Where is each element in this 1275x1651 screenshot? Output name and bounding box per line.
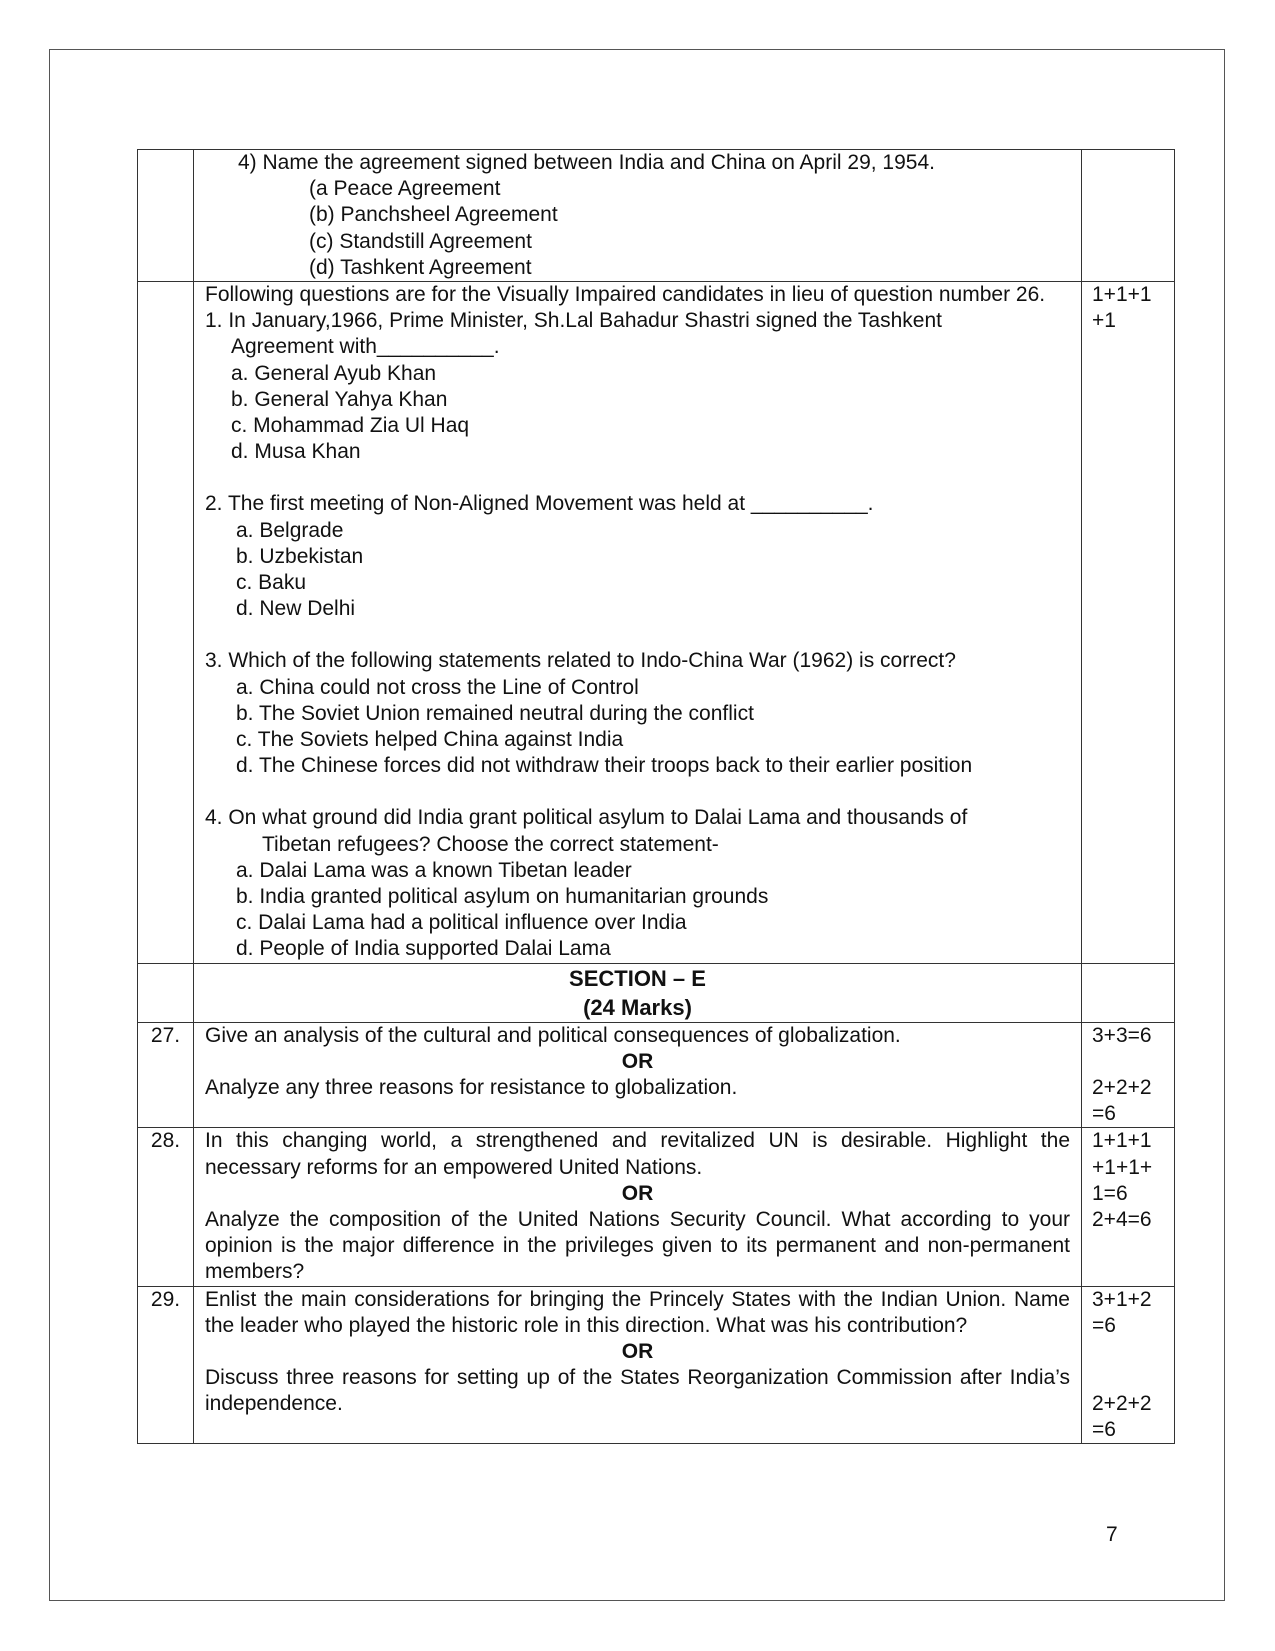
page-number: 7 [1106,1523,1118,1546]
option: d. New Delhi [236,597,356,621]
question-number-cell [138,282,194,964]
question-table [137,149,1175,1444]
option: b. Uzbekistan [236,544,364,568]
question-text: 1. In January,1966, Prime Minister, Sh.Lal Bahadur Shastri signed the Tashkent [205,309,942,333]
option: (b) Panchsheel Agreement [309,203,558,227]
section-title: SECTION – E [569,965,706,991]
marks-text: 3+1+2 [1092,1287,1152,1311]
option: a. Belgrade [236,518,344,542]
or-label: OR [621,1049,654,1073]
marks-text: =6 [1092,1418,1116,1442]
marks-text: =6 [1092,1102,1116,1126]
marks-text: 2+2+2 [1092,1391,1152,1415]
section-heading-cell [194,963,1082,1022]
option: c. Dalai Lama had a political influence over India [236,911,687,935]
marks-text: 2+2+2 [1092,1075,1152,1099]
question-text: 4. On what ground did India grant political asylum to Dalai Lama and thousands of [205,806,968,830]
question-text: Analyze any three reasons for resistance to globalization. [205,1076,738,1100]
table-row [138,150,1175,282]
marks-text: 1+1+1 [1092,283,1152,307]
question-text: Give an analysis of the cultural and political consequences of globalization. [205,1023,901,1047]
marks-cell [1082,1022,1175,1128]
table-row [138,963,1175,1022]
question-text: 3. Which of the following statements related to Indo-China War (1962) is correct? [205,649,956,673]
option: b. General Yahya Khan [231,387,448,411]
option: c. The Soviets helped China against India [236,728,624,752]
question-text-cell [194,1022,1082,1128]
question-text: Tibetan refugees? Choose the correct statement- [262,832,719,856]
question-text: Analyze the composition of the United Nations Security Council. What according to your opinion is the major difference in the privileges given to its permanent and non-permanent members? [205,1207,1070,1284]
question-text-cell [194,1286,1082,1444]
question-number: 27. [138,1022,194,1128]
question-text-cell [194,150,1082,282]
option: a. China could not cross the Line of Control [236,675,639,699]
table-row [138,282,1175,964]
marks-text: +1+1+ [1092,1155,1153,1179]
option: d. Musa Khan [231,440,361,464]
or-label: OR [621,1181,654,1205]
question-text: Enlist the main considerations for bringing the Princely States with the Indian Union. Name the leader who played the historic role in this direction. What was his contribution? [205,1287,1070,1337]
option: c. Mohammad Zia Ul Haq [231,414,470,438]
option: d. The Chinese forces did not withdraw their troops back to their earlier position [236,754,973,778]
marks-text: =6 [1092,1313,1116,1337]
marks-text: +1 [1092,309,1116,333]
marks-cell [1082,1286,1175,1444]
option: (d) Tashkent Agreement [309,255,532,279]
question-number: 28. [138,1128,194,1286]
question-text: Discuss three reasons for setting up of the States Reorganization Commission after India’s independence. [205,1366,1070,1416]
question-text: Agreement with__________. [231,335,500,359]
table-row [138,1022,1175,1128]
option: b. The Soviet Union remained neutral during the conflict [236,701,754,725]
marks-text: 1+1+1 [1092,1129,1152,1153]
question-text-cell [194,1128,1082,1286]
option: (a Peace Agreement [309,177,501,201]
option: (c) Standstill Agreement [309,229,532,253]
question-text: 4) Name the agreement signed between India and China on April 29, 1954. [238,151,935,174]
option: a. General Ayub Khan [231,361,437,385]
section-marks: (24 Marks) [583,994,692,1020]
table-row [138,1128,1175,1286]
or-label: OR [621,1339,654,1363]
question-number-cell [138,963,194,1022]
option: d. People of India supported Dalai Lama [236,937,611,961]
question-number: 29. [138,1286,194,1444]
marks-cell [1082,1128,1175,1286]
question-text-cell [194,282,1082,964]
option: b. India granted political asylum on humanitarian grounds [236,885,769,909]
marks-cell [1082,963,1175,1022]
option: a. Dalai Lama was a known Tibetan leader [236,858,632,882]
marks-text: 3+3=6 [1092,1023,1152,1047]
marks-text: 2+4=6 [1092,1207,1152,1231]
table-row [138,1286,1175,1444]
instruction-text: Following questions are for the Visually Impaired candidates in lieu of question number 26. [205,283,1046,307]
marks-text: 1=6 [1092,1181,1128,1205]
question-number-cell [138,150,194,282]
option: c. Baku [236,571,307,595]
question-text: In this changing world, a strengthened and revitalized UN is desirable. Highlight the necessary reforms for an empowered United Nations. [205,1129,1070,1179]
marks-cell [1082,150,1175,282]
question-text: 2. The first meeting of Non-Aligned Movement was held at __________. [205,492,874,516]
marks-cell [1082,282,1175,964]
